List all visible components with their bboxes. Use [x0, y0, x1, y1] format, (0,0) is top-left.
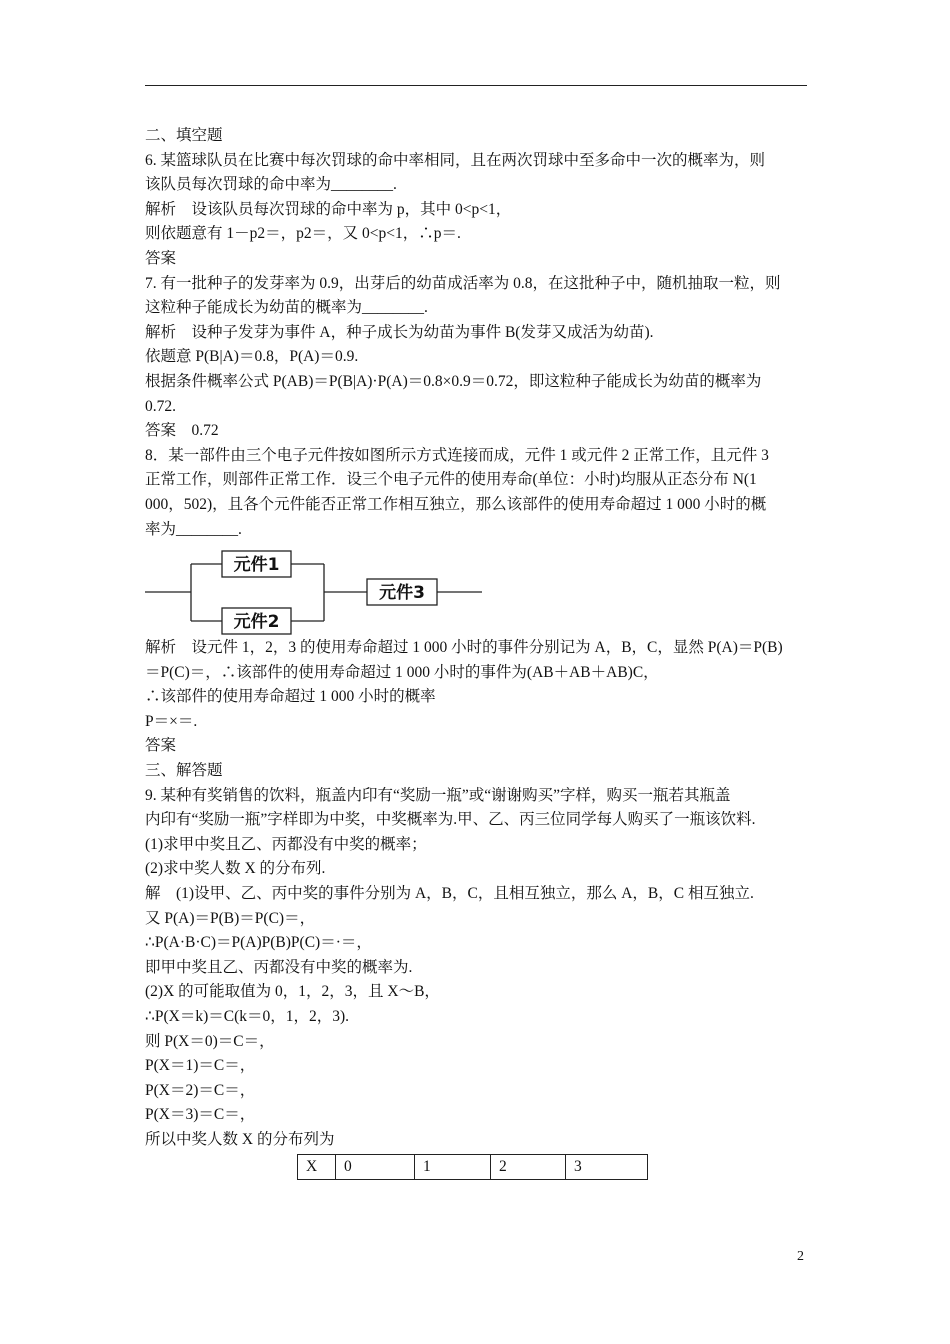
q9-subquestion: (1)求甲中奖且乙、丙都没有中奖的概率； — [145, 835, 427, 853]
table-cell: X — [298, 1154, 336, 1180]
component2-label: 元件2 — [233, 612, 280, 633]
circuit-diagram-svg — [145, 542, 810, 636]
q8-text-line: 正常工作，则部件正常工作．设三个电子元件的使用寿命(单位：小时)均服从正态分布 N(1 — [145, 471, 757, 489]
q6-analysis-line: 解析 设该队员每次罚球的命中率为 p，其中 0<p<1， — [145, 200, 512, 218]
header-rule — [145, 85, 807, 86]
q8-text-line: 000，502)，且各个元件能否正常工作相互独立，那么该部件的使用寿命超过 1 000 小时的概 — [145, 495, 767, 513]
q9-text-line: 9. 某种有奖销售的饮料，瓶盖内印有“奖励一瓶”或“谢谢购买”字样，购买一瓶若其瓶盖 — [145, 786, 731, 804]
distribution-table — [297, 1154, 648, 1181]
q8-answer: 答案 — [145, 737, 177, 755]
table-cell: 3 — [566, 1154, 648, 1180]
q8-text-line: 率为________. — [145, 520, 242, 538]
q8-analysis-line: ∴该部件的使用寿命超过 1 000 小时的概率 — [145, 688, 436, 706]
q8-text-line: 8．某一部件由三个电子元件按如图所示方式连接而成，元件 1 或元件 2 正常工作，且元件 3 — [145, 446, 769, 464]
table-row — [298, 1154, 648, 1180]
q7-analysis-line: 解析 设种子发芽为事件 A，种子成长为幼苗为事件 B(发芽又成活为幼苗). — [145, 323, 654, 341]
q6-text-line: 该队员每次罚球的命中率为________. — [145, 176, 397, 194]
table-cell: 0 — [336, 1154, 415, 1180]
q9-solution-line: P(X＝3)＝C＝， — [145, 1106, 256, 1124]
q7-text-line: 7. 有一批种子的发芽率为 0.9，出芽后的幼苗成活率为 0.8，在这批种子中，随机抽取一粒，则 — [145, 274, 781, 292]
q7-text-line: 这粒种子能成长为幼苗的概率为________. — [145, 299, 428, 317]
q9-solution-line: 即甲中奖且乙、丙都没有中奖的概率为. — [145, 958, 413, 976]
section-heading-fill-blank: 二、填空题 — [145, 127, 223, 144]
q8-analysis-line: P＝×＝. — [145, 712, 198, 730]
q9-solution-line: ∴P(A·B·C)＝P(A)P(B)P(C)＝·＝， — [145, 934, 372, 952]
q7-analysis-line: 根据条件概率公式 P(AB)＝P(B|A)·P(A)＝0.8×0.9＝0.72，即这粒种子能成长为幼苗的概率为 — [145, 372, 762, 390]
component3-label: 元件3 — [379, 583, 425, 604]
document-body — [145, 124, 810, 1180]
table-cell: 2 — [491, 1154, 566, 1180]
component1-label: 元件1 — [233, 555, 280, 576]
q9-solution-line: P(X＝1)＝C＝， — [145, 1057, 256, 1075]
q9-solution-line: 所以中奖人数 X 的分布列为 — [145, 1130, 335, 1148]
q9-solution-line: P(X＝2)＝C＝， — [145, 1081, 256, 1099]
q9-solution-line: 解 (1)设甲、乙、丙中奖的事件分别为 A，B，C，且相互独立，那么 A，B，C 相互独立. — [145, 885, 754, 903]
q7-analysis-line: 依题意 P(B|A)＝0.8，P(A)＝0.9. — [145, 348, 359, 366]
q9-solution-line: (2)X 的可能取值为 0，1，2，3，且 X～B， — [145, 983, 440, 1001]
q9-solution-line: 又 P(A)＝P(B)＝P(C)＝， — [145, 909, 316, 927]
q8-analysis-line: ＝P(C)＝，∴该部件的使用寿命超过 1 000 小时的事件为(AB＋AB＋AB)C， — [145, 663, 659, 681]
q9-solution-line: ∴P(X＝k)＝C(k＝0，1，2，3). — [145, 1008, 350, 1025]
q9-solution-line: 则 P(X＝0)＝C＝， — [145, 1032, 275, 1050]
circuit-diagram — [145, 542, 810, 636]
q7-answer: 答案 0.72 — [145, 422, 219, 440]
q6-analysis-line: 则依题意有 1－p2＝，p2＝，又 0<p<1，∴p＝. — [145, 225, 461, 243]
q9-subquestion: (2)求中奖人数 X 的分布列. — [145, 860, 326, 878]
q6-text-line: 6. 某篮球队员在比赛中每次罚球的命中率相同，且在两次罚球中至多命中一次的概率为，则 — [145, 151, 766, 169]
table-cell: 1 — [415, 1154, 491, 1180]
q6-answer: 答案 — [145, 249, 177, 267]
q7-analysis-line: 0.72. — [145, 397, 176, 415]
section-heading-solutions: 三、解答题 — [145, 762, 223, 780]
q8-analysis-line: 解析 设元件 1，2，3 的使用寿命超过 1 000 小时的事件分别记为 A，B，C，显然 P(A)＝P(B) — [145, 639, 783, 657]
page-number: 2 — [797, 1249, 804, 1264]
q9-text-line: 内印有“奖励一瓶”字样即为中奖，中奖概率为.甲、乙、丙三位同学每人购买了一瓶该饮料. — [145, 811, 756, 829]
